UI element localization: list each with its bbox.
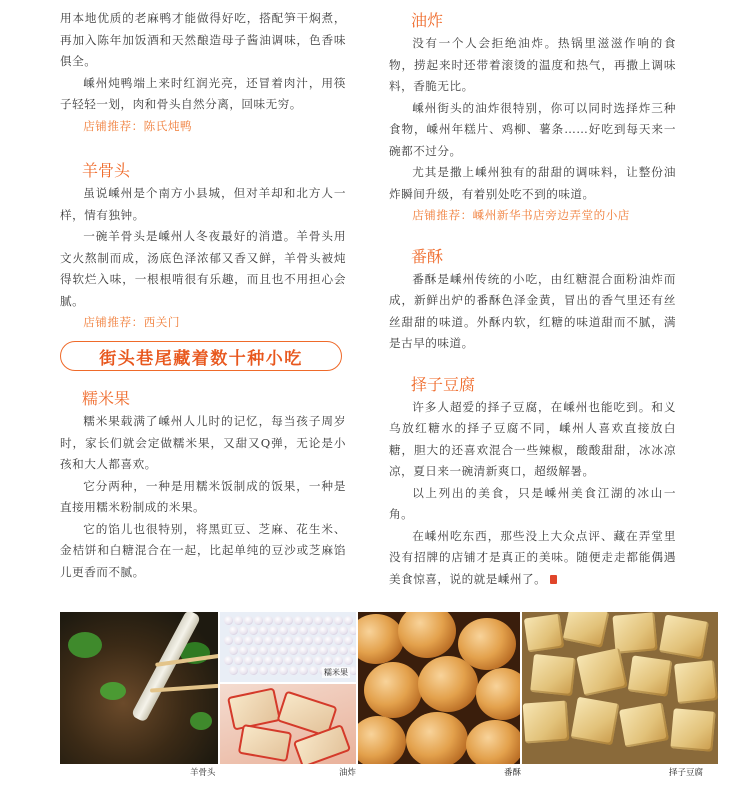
left-column	[60, 0, 346, 334]
rice-ball-decoration	[244, 656, 253, 665]
rice-ball-decoration	[264, 656, 273, 665]
paragraph: 它分两种，一种是用糯米饭制成的饭果，一种是直接用糯米粉制成的米果。	[60, 478, 346, 514]
paragraph: 许多人超爱的择子豆腐，在嵊州也能吃到。和义乌放红糖水的择子豆腐不同，嵊州人喜欢直接放白糖，胆大的还喜欢混合一些辣椒，酸酸甜甜，冰冰凉凉，夏日来一碗清新爽口，超级解暑。	[389, 399, 676, 478]
rice-ball-decoration	[254, 656, 263, 665]
rice-ball-decoration	[279, 666, 288, 675]
rice-ball-decoration	[304, 616, 313, 625]
rice-ball-decoration	[249, 646, 258, 655]
photo-caption: 油炸	[339, 768, 357, 778]
rice-ball-decoration	[319, 646, 328, 655]
paragraph: 没有一个人会拒绝油炸。热锅里滋滋作响的食物，捞起来时还带着滚烫的温度和热气，再撒上调味料，香脆无比。	[389, 36, 676, 93]
paragraph	[389, 526, 676, 591]
rice-ball-decoration	[334, 616, 343, 625]
rice-ball-decoration	[249, 666, 258, 675]
rice-ball-decoration	[224, 636, 233, 645]
rice-ball-decoration	[329, 626, 338, 635]
rice-ball-decoration	[294, 636, 303, 645]
shop-recommendation: 店铺推荐：嵊州新华书店旁边弄堂的小店	[412, 208, 630, 222]
paragraph: 嵊州街头的油炸很特别，你可以同时选择炸三种食物，嵊州年糕片、鸡柳、薯条……好吃到每天来一碗都不过分。	[389, 100, 676, 158]
rice-ball-decoration	[339, 646, 348, 655]
rice-ball-decoration	[289, 666, 298, 675]
rice-ball-decoration	[279, 646, 288, 655]
paragraph: 糯米果载满了嵊州人儿时的记忆，每当孩子周岁时，家长们就会定做糯米果，又甜又Q弹，无论是小孩和大人都喜欢。	[60, 414, 346, 471]
rice-ball-decoration	[224, 616, 233, 625]
rice-ball-decoration	[299, 666, 308, 675]
rice-ball-decoration	[244, 616, 253, 625]
rice-ball-decoration	[314, 656, 323, 665]
rice-ball-decoration	[229, 626, 238, 635]
rice-ball-decoration	[349, 626, 356, 635]
rice-ball-decoration	[254, 636, 263, 645]
photo-zezidoufu	[522, 612, 718, 764]
rice-ball-decoration	[324, 616, 333, 625]
rice-ball-decoration	[274, 616, 283, 625]
rice-ball-decoration	[244, 636, 253, 645]
intro-paragraph: 用本地优质的老麻鸭才能做得好吃，搭配笋干焖煮，再加入陈年加饭酒和天然酿造母子酱油调味，色香味俱全。	[60, 11, 346, 68]
section-title-yanggutou: 羊骨头	[82, 161, 131, 180]
paragraph: 虽说嵊州是个南方小县城，但对羊却和北方人一样，情有独钟。	[60, 186, 346, 222]
rice-ball-decoration	[329, 646, 338, 655]
rice-ball-decoration	[334, 656, 343, 665]
rice-ball-decoration	[269, 666, 278, 675]
rice-ball-decoration	[234, 616, 243, 625]
rice-ball-decoration	[259, 626, 268, 635]
shop-recommendation: 店铺推荐：西关门	[83, 315, 180, 329]
rice-ball-decoration	[229, 666, 238, 675]
paragraph: 一碗羊骨头是嵊州人冬夜最好的消遣。羊骨头用文火熬制而成，汤底色泽浓郁又香又鲜，羊骨头被炖得软烂入味，一根根啃很有乐趣，而且也不用担心会腻。	[60, 229, 346, 308]
photo-fansu	[358, 612, 520, 764]
rice-ball-decoration	[334, 636, 343, 645]
section-title-nuomiguo: 糯米果	[82, 389, 131, 408]
paragraph: 番酥是嵊州传统的小吃，由红糖混合面粉油炸而成，新鲜出炉的番酥色泽金黄，冒出的香气里还有丝丝甜甜的味道。外酥内软，红糖的味道甜而不腻，满是古早的味道。	[389, 271, 676, 350]
rice-ball-decoration	[249, 626, 258, 635]
rice-ball-decoration	[229, 646, 238, 655]
rice-ball-decoration	[339, 626, 348, 635]
rice-ball-decoration	[294, 656, 303, 665]
photo-yanggutou	[60, 612, 218, 764]
rice-ball-decoration	[269, 646, 278, 655]
rice-ball-decoration	[269, 626, 278, 635]
paragraph: 以上列出的美食，只是嵊州美食江湖的冰山一角。	[389, 485, 676, 521]
rice-ball-decoration	[259, 666, 268, 675]
rice-ball-decoration	[274, 636, 283, 645]
photo-caption: 择子豆腐	[669, 768, 704, 778]
section-title-fansu: 番酥	[411, 246, 444, 266]
rice-ball-decoration	[299, 626, 308, 635]
rice-ball-decoration	[224, 656, 233, 665]
rice-ball-decoration	[314, 616, 323, 625]
photo-label: 糯米果	[324, 668, 348, 677]
section-title-zezidoufu: 择子豆腐	[411, 374, 476, 394]
rice-ball-decoration	[344, 656, 353, 665]
rice-ball-decoration	[239, 626, 248, 635]
rice-ball-decoration	[284, 616, 293, 625]
rice-ball-decoration	[309, 666, 318, 675]
rice-ball-decoration	[309, 646, 318, 655]
end-mark-icon	[550, 575, 557, 584]
rice-ball-decoration	[324, 656, 333, 665]
rice-ball-decoration	[234, 656, 243, 665]
photo-youzha	[220, 684, 356, 764]
photo-nuomiguo	[220, 612, 356, 682]
rice-ball-decoration	[239, 646, 248, 655]
left-column-lower	[60, 387, 346, 583]
paragraph: 尤其是撒上嵊州独有的甜甜的调味料，让整份油炸瞬间升级，有着别处吃不到的味道。	[389, 165, 676, 201]
rice-ball-decoration	[274, 656, 283, 665]
rice-ball-decoration	[349, 666, 356, 675]
rice-ball-decoration	[299, 646, 308, 655]
rice-ball-decoration	[304, 656, 313, 665]
rice-ball-decoration	[284, 656, 293, 665]
photo-caption: 番酥	[504, 768, 522, 778]
rice-ball-decoration	[314, 636, 323, 645]
paragraph: 它的馅儿也很特别，将黑豇豆、芝麻、花生米、金桔饼和白糖混合在一起，比起单纯的豆沙或芝麻馅儿更香而不腻。	[60, 521, 346, 579]
rice-ball-decoration	[239, 666, 248, 675]
rice-ball-decoration	[289, 626, 298, 635]
rice-ball-decoration	[279, 626, 288, 635]
rice-ball-decoration	[264, 616, 273, 625]
section-title-youzha: 油炸	[411, 11, 444, 30]
rice-ball-decoration	[344, 616, 353, 625]
rice-ball-decoration	[344, 636, 353, 645]
rice-ball-decoration	[304, 636, 313, 645]
rice-ball-decoration	[289, 646, 298, 655]
rice-ball-decoration	[259, 646, 268, 655]
rice-ball-decoration	[349, 646, 356, 655]
photo-caption: 羊骨头	[190, 768, 216, 778]
rice-ball-decoration	[234, 636, 243, 645]
rice-ball-decoration	[254, 616, 263, 625]
rice-ball-decoration	[324, 636, 333, 645]
rice-ball-decoration	[319, 626, 328, 635]
rice-ball-decoration	[284, 636, 293, 645]
rice-ball-decoration	[294, 616, 303, 625]
section-banner: 街头巷尾藏着数十种小吃	[60, 341, 342, 371]
shop-recommendation: 店铺推荐：陈氏炖鸭	[83, 118, 193, 133]
intro-paragraph: 嵊州炖鸭端上来时红润光亮，还冒着肉汁，用筷子轻轻一划，肉和骨头自然分离，回味无穷。	[60, 75, 346, 111]
closing-text: 在嵊州吃东西，那些没上大众点评、藏在弄堂里没有招牌的店铺才是真正的美味。随便走走都能偶遇美食惊喜，说的就是嵊州了。	[389, 528, 676, 586]
rice-ball-decoration	[309, 626, 318, 635]
rice-ball-decoration	[264, 636, 273, 645]
right-column	[389, 9, 676, 590]
